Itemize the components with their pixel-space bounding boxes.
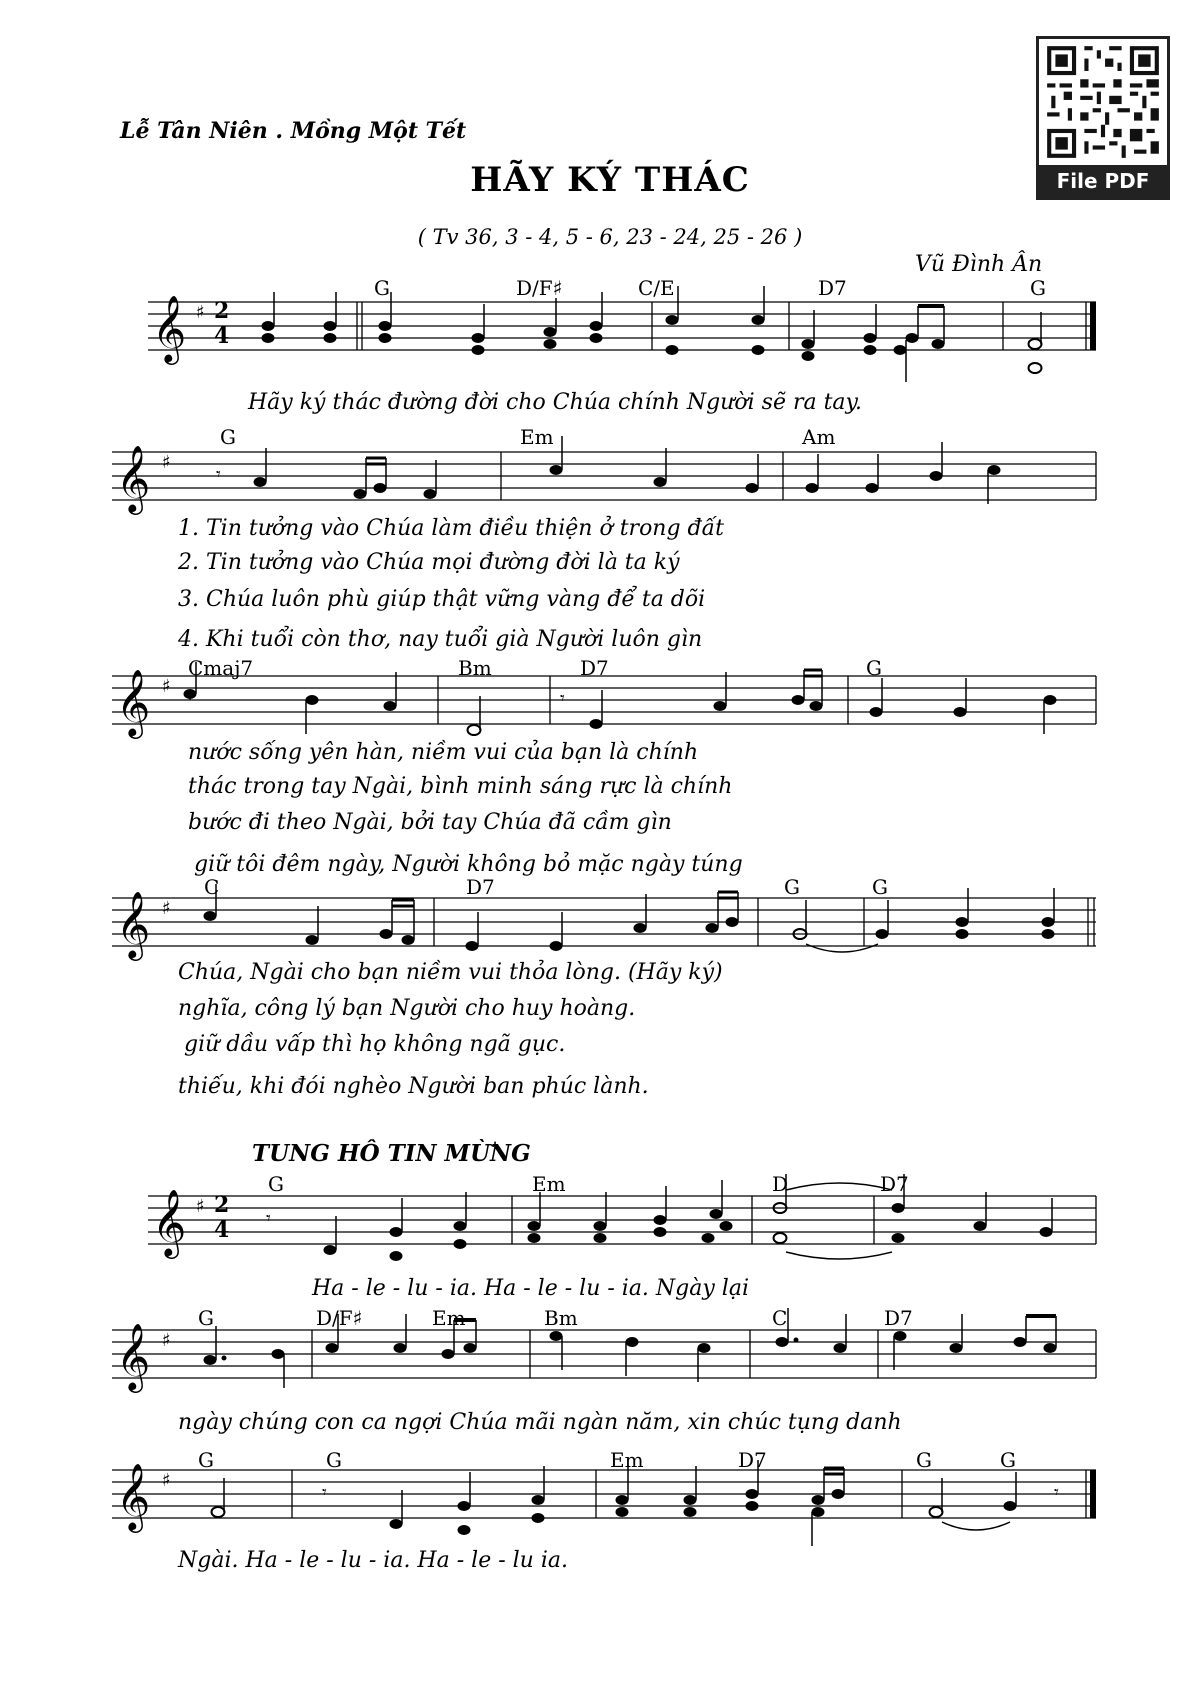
- chord-symbol: G: [268, 1172, 284, 1196]
- lyric-line: 2. Tin tưởng vào Chúa mọi đường đời là ta ký: [178, 550, 680, 575]
- chord-symbol: Em: [432, 1306, 466, 1330]
- lyric-line: Hãy ký thác đường đời cho Chúa chính Người sẽ ra tay.: [248, 390, 863, 415]
- svg-text:2: 2: [214, 298, 230, 324]
- lyric-line: nước sống yên hàn, niềm vui của bạn là chính: [188, 740, 699, 765]
- chord-symbol: G: [198, 1448, 214, 1472]
- lyric-line: 1. Tin tưởng vào Chúa làm điều thiện ở trong đất: [178, 516, 724, 541]
- chord-symbol: G: [784, 875, 800, 899]
- lyric-line: Ngài. Ha - le - lu - ia. Ha - le - lu ia.: [178, 1548, 568, 1573]
- lyric-line: 3. Chúa luôn phù giúp thật vững vàng để ta dõi: [178, 587, 706, 612]
- svg-text:𝄞: 𝄞: [116, 444, 151, 512]
- svg-text:♯: ♯: [162, 676, 171, 697]
- svg-text:𝄞: 𝄞: [116, 890, 151, 958]
- chord-symbol: D7: [818, 276, 847, 300]
- svg-text:♯: ♯: [162, 1330, 171, 1351]
- svg-text:4: 4: [214, 1217, 230, 1243]
- svg-text:𝄞: 𝄞: [116, 668, 151, 736]
- chord-symbol: D7: [466, 875, 495, 899]
- lyric-line: ngày chúng con ca ngợi Chúa mãi ngàn năm, xin chúc tụng danh: [178, 1410, 902, 1435]
- svg-text:♯: ♯: [162, 452, 171, 473]
- chord-symbol: D7: [738, 1448, 767, 1472]
- svg-text:4: 4: [214, 323, 230, 349]
- chord-symbol: D/F♯: [316, 1306, 363, 1330]
- chord-symbol: G: [916, 1448, 932, 1472]
- svg-text:♯: ♯: [162, 1470, 171, 1491]
- svg-text:𝄞: 𝄞: [152, 294, 187, 362]
- chord-symbol: Am: [802, 425, 836, 449]
- chord-symbol: D: [772, 1172, 789, 1196]
- chord-symbol: C: [772, 1306, 788, 1330]
- chord-symbol: C: [204, 875, 220, 899]
- svg-text:♯: ♯: [196, 302, 205, 323]
- chord-symbol: Em: [532, 1172, 566, 1196]
- chord-symbol: G: [1030, 276, 1046, 300]
- svg-text:𝄾: 𝄾: [216, 464, 221, 485]
- chord-symbol: G: [872, 875, 888, 899]
- svg-text:♯: ♯: [162, 898, 171, 919]
- chord-symbol: C/E: [638, 276, 675, 300]
- composer-name: Vũ Đình Ân: [915, 252, 1043, 277]
- chord-symbol: G: [326, 1448, 342, 1472]
- svg-text:𝄾: 𝄾: [560, 688, 565, 709]
- lyric-line: nghĩa, công lý bạn Người cho huy hoàng.: [178, 996, 636, 1021]
- svg-text:𝄞: 𝄞: [152, 1188, 187, 1256]
- svg-text:𝄾: 𝄾: [322, 1482, 327, 1503]
- chord-symbol: G: [198, 1306, 214, 1330]
- section-title: TUNG HÔ TIN MỪNG: [252, 1140, 531, 1167]
- chord-symbol: Bm: [544, 1306, 578, 1330]
- chord-symbol: D7: [884, 1306, 913, 1330]
- lyric-line: giữ dầu vấp thì họ không ngã gục.: [184, 1032, 566, 1057]
- lyric-line: 4. Khi tuổi còn thơ, nay tuổi già Người luôn gìn: [178, 627, 703, 652]
- chord-symbol: Em: [610, 1448, 644, 1472]
- svg-text:𝄾: 𝄾: [266, 1208, 271, 1229]
- chord-symbol: D7: [580, 656, 609, 680]
- chord-symbol: Em: [520, 425, 554, 449]
- occasion-label: Lễ Tân Niên . Mồng Một Tết: [120, 118, 467, 144]
- file-pdf-label: File PDF: [1039, 165, 1167, 197]
- chord-symbol: G: [374, 276, 390, 300]
- chord-symbol: G: [866, 656, 882, 680]
- lyric-line: Chúa, Ngài cho bạn niềm vui thỏa lòng. (Hãy ký): [178, 960, 723, 985]
- psalm-reference: ( Tv 36, 3 - 4, 5 - 6, 23 - 24, 25 - 26 ): [417, 225, 803, 249]
- lyric-line: giữ tôi đêm ngày, Người không bỏ mặc ngày túng: [194, 852, 743, 877]
- svg-text:𝄞: 𝄞: [116, 1462, 151, 1530]
- chord-symbol: Cmaj7: [188, 656, 254, 680]
- chord-symbol: D7: [880, 1172, 909, 1196]
- svg-text:2: 2: [214, 1192, 230, 1218]
- lyric-line: thác trong tay Ngài, bình minh sáng rực là chính: [188, 774, 733, 799]
- svg-text:♯: ♯: [196, 1196, 205, 1217]
- svg-text:𝄾: 𝄾: [1054, 1482, 1059, 1503]
- chord-symbol: G: [220, 425, 236, 449]
- chord-symbol: G: [1000, 1448, 1016, 1472]
- lyric-line: Ha - le - lu - ia. Ha - le - lu - ia. Ngày lại: [312, 1276, 749, 1301]
- chord-symbol: Bm: [458, 656, 492, 680]
- lyric-line: bước đi theo Ngài, bởi tay Chúa đã cầm gìn: [188, 810, 672, 835]
- svg-text:𝄞: 𝄞: [116, 1322, 151, 1390]
- song-title: HÃY KÝ THÁC: [470, 160, 750, 200]
- chord-symbol: D/F♯: [516, 276, 563, 300]
- lyric-line: thiếu, khi đói nghèo Người ban phúc lành.: [178, 1074, 649, 1099]
